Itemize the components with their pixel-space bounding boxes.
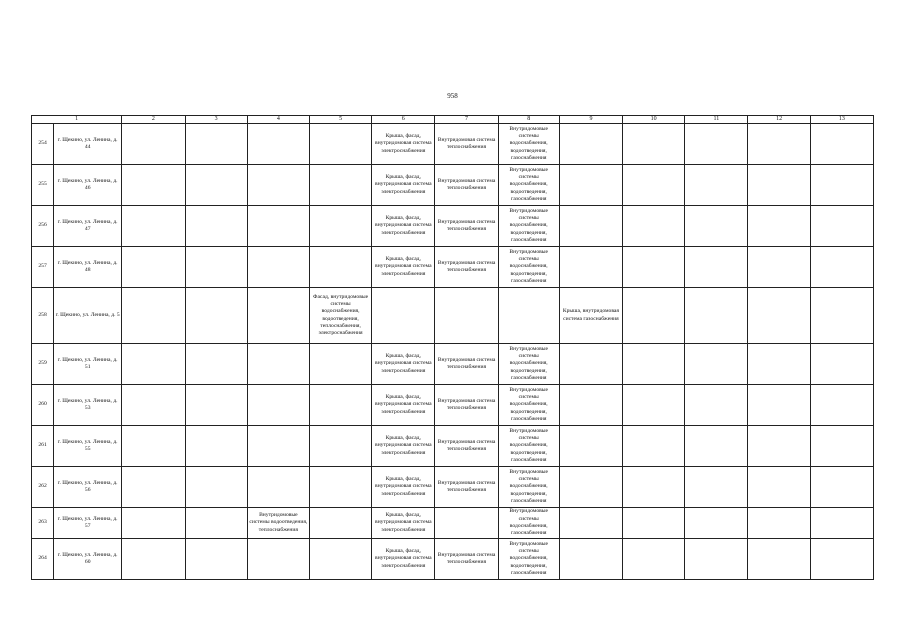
cell-col-2 (122, 247, 185, 288)
cell-col-9 (559, 344, 622, 385)
cell-text-address: г. Щекино, ул. Ленина, д. 47 (57, 218, 118, 232)
cell-row-number (32, 508, 54, 539)
cell-text-col-7: Внутридомовая система теплоснабжения (437, 259, 496, 273)
cell-text-row-number: 263 (38, 519, 47, 526)
cell-text-col-8: Внутридомовые системы водоснабжения, водоотведения, газоснабжения (509, 468, 549, 504)
cell-address (54, 539, 122, 580)
col-header-6: 6 (372, 116, 435, 124)
cell-col-8 (498, 247, 559, 288)
cell-col-5 (309, 385, 371, 426)
cell-col-3 (185, 247, 247, 288)
cell-col-11 (685, 206, 748, 247)
cell-text-address: г. Щекино, ул. Ленина, д. 56 (57, 479, 118, 493)
cell-col-11 (685, 385, 748, 426)
cell-col-13 (810, 288, 873, 344)
cell-text-address: г. Щекино, ул. Ленина, д. 48 (57, 259, 118, 273)
cell-col-7 (435, 426, 498, 467)
cell-col-12 (748, 539, 810, 580)
cell-text-address: г. Щекино, ул. Ленина, д. 57 (57, 515, 118, 529)
cell-col-2 (122, 426, 185, 467)
cell-text-col-8: Внутридомовые системы водоснабжения, водоотведения, газоснабжения (509, 427, 549, 463)
cell-text-address: г. Щекино, ул. Ленина, д. 46 (57, 177, 118, 191)
col-header-12: 12 (748, 116, 810, 124)
cell-col-10 (623, 247, 685, 288)
cell-col-13 (810, 206, 873, 247)
cell-col-2 (122, 165, 185, 206)
cell-address (54, 426, 122, 467)
cell-text-col-6: Крыша, фасад, внутридомовая система электроснабжения (375, 394, 432, 415)
cell-col-3 (185, 165, 247, 206)
cell-text-col-7: Внутридомовая система теплоснабжения (437, 479, 496, 493)
cell-col-3 (185, 467, 247, 508)
cell-col-9 (559, 206, 622, 247)
cell-text-row-number: 258 (38, 311, 47, 318)
table-row (32, 206, 874, 247)
cell-col-3 (185, 426, 247, 467)
cell-text-col-7: Внутридомовая система теплоснабжения (437, 356, 496, 370)
cell-address (54, 165, 122, 206)
cell-col-8 (498, 385, 559, 426)
table-row (32, 467, 874, 508)
col-header-11: 11 (685, 116, 748, 124)
cell-col-10 (623, 344, 685, 385)
cell-col-8 (498, 467, 559, 508)
col-header-1: 1 (32, 116, 122, 124)
cell-text-col-7: Внутридомовая система теплоснабжения (437, 177, 496, 191)
cell-text-address: г. Щекино, ул. Ленина, д. 60 (57, 551, 118, 565)
cell-col-11 (685, 344, 748, 385)
cell-text-row-number: 257 (38, 263, 47, 270)
cell-col-2 (122, 288, 185, 344)
cell-address (54, 206, 122, 247)
cell-text-address: г. Щекино, ул. Ленина, д. 5 (55, 311, 120, 318)
col-header-3: 3 (185, 116, 247, 124)
cell-text-col-8: Внутридомовые системы водоснабжения, водоотведения, газоснабжения (509, 207, 549, 243)
table-row (32, 247, 874, 288)
cell-col-6 (372, 288, 435, 344)
col-header-7: 7 (435, 116, 498, 124)
cell-col-13 (810, 539, 873, 580)
cell-text-col-6: Крыша, фасад, внутридомовая система электроснабжения (375, 174, 432, 195)
cell-address (54, 124, 122, 165)
cell-text-row-number: 255 (38, 181, 47, 188)
cell-col-13 (810, 165, 873, 206)
cell-text-col-8: Внутридомовые системы водоснабжения, водоотведения, газоснабжения (509, 166, 549, 202)
cell-col-10 (623, 539, 685, 580)
cell-row-number (32, 247, 54, 288)
cell-col-6 (372, 247, 435, 288)
cell-col-9 (559, 247, 622, 288)
capital-repair-table (31, 115, 874, 580)
cell-text-col-6: Крыша, фасад, внутридомовая система электроснабжения (375, 256, 432, 277)
cell-col-4 (247, 124, 309, 165)
col-header-8: 8 (498, 116, 559, 124)
cell-col-11 (685, 165, 748, 206)
cell-text-col-6: Крыша, фасад, внутридомовая система электроснабжения (375, 353, 432, 374)
cell-col-5 (309, 344, 371, 385)
cell-address (54, 288, 122, 344)
cell-row-number (32, 426, 54, 467)
cell-col-12 (748, 426, 810, 467)
cell-col-4 (247, 385, 309, 426)
cell-col-6 (372, 124, 435, 165)
cell-text-address: г. Щекино, ул. Ленина, д. 55 (57, 438, 118, 452)
cell-col-7 (435, 539, 498, 580)
cell-col-7 (435, 467, 498, 508)
cell-col-4 (247, 247, 309, 288)
cell-col-5 (309, 539, 371, 580)
cell-col-7 (435, 206, 498, 247)
col-header-4: 4 (247, 116, 309, 124)
cell-text-col-6: Крыша, фасад, внутридомовая система электроснабжения (375, 512, 432, 533)
cell-col-13 (810, 385, 873, 426)
cell-address (54, 247, 122, 288)
cell-text-row-number: 264 (38, 555, 47, 562)
cell-col-12 (748, 385, 810, 426)
cell-text-col-7: Внутридомовая система теплоснабжения (437, 438, 496, 452)
cell-address (54, 508, 122, 539)
cell-col-7 (435, 165, 498, 206)
cell-text-col-9: Крыша, внутридомовая система газоснабжения (562, 308, 619, 322)
cell-text-row-number: 254 (38, 140, 47, 147)
cell-col-12 (748, 288, 810, 344)
cell-col-8 (498, 206, 559, 247)
cell-col-6 (372, 344, 435, 385)
cell-col-4 (247, 426, 309, 467)
col-header-10: 10 (623, 116, 685, 124)
cell-text-col-7: Внутридомовая система теплоснабжения (437, 136, 496, 150)
cell-row-number (32, 344, 54, 385)
cell-text-col-8: Внутридомовые системы водоснабжения, водоотведения, газоснабжения (509, 386, 549, 422)
cell-row-number (32, 288, 54, 344)
cell-col-13 (810, 467, 873, 508)
cell-col-10 (623, 206, 685, 247)
cell-text-col-8: Внутридомовые системы водоснабжения, водоотведения, газоснабжения (509, 125, 549, 161)
col-header-13: 13 (810, 116, 873, 124)
cell-col-3 (185, 385, 247, 426)
cell-col-4 (247, 508, 309, 539)
cell-col-6 (372, 206, 435, 247)
cell-col-7 (435, 288, 498, 344)
cell-text-col-8: Внутридомовые системы водоснабжения, водоотведения, газоснабжения (509, 540, 549, 576)
cell-col-11 (685, 539, 748, 580)
cell-col-10 (623, 508, 685, 539)
cell-text-col-6: Крыша, фасад, внутридомовая система электроснабжения (375, 476, 432, 497)
cell-col-2 (122, 539, 185, 580)
cell-col-8 (498, 124, 559, 165)
cell-text-col-8: Внутридомовые системы водоснабжения, водоотведения, газоснабжения (509, 248, 549, 284)
cell-col-5 (309, 124, 371, 165)
cell-text-row-number: 260 (38, 401, 47, 408)
cell-col-10 (623, 165, 685, 206)
cell-col-5 (309, 247, 371, 288)
cell-col-3 (185, 288, 247, 344)
cell-col-7 (435, 247, 498, 288)
cell-col-5 (309, 206, 371, 247)
cell-col-11 (685, 247, 748, 288)
cell-col-4 (247, 288, 309, 344)
cell-text-col-8: Внутридомовые системы водоснабжения, газоснабжения (509, 508, 549, 537)
cell-col-2 (122, 206, 185, 247)
cell-col-8 (498, 344, 559, 385)
col-header-5: 5 (309, 116, 371, 124)
cell-col-8 (498, 165, 559, 206)
table-row (32, 539, 874, 580)
cell-col-12 (748, 508, 810, 539)
cell-text-col-8: Внутридомовые системы водоснабжения, водоотведения, газоснабжения (509, 345, 549, 381)
table-row (32, 344, 874, 385)
cell-text-address: г. Щекино, ул. Ленина, д. 51 (57, 356, 118, 370)
cell-col-3 (185, 206, 247, 247)
cell-text-col-6: Крыша, фасад, внутридомовая система электроснабжения (375, 215, 432, 236)
cell-col-3 (185, 539, 247, 580)
cell-address (54, 344, 122, 385)
cell-col-2 (122, 508, 185, 539)
cell-row-number (32, 539, 54, 580)
cell-col-13 (810, 247, 873, 288)
cell-col-6 (372, 426, 435, 467)
cell-col-6 (372, 467, 435, 508)
cell-col-9 (559, 426, 622, 467)
table-row (32, 508, 874, 539)
cell-text-col-7: Внутридомовая система теплоснабжения (437, 397, 496, 411)
cell-col-9 (559, 165, 622, 206)
cell-col-7 (435, 344, 498, 385)
cell-col-12 (748, 247, 810, 288)
cell-col-3 (185, 508, 247, 539)
cell-text-col-5: Фасад, внутридомовые системы водоснабжения, водоотведения, теплоснабжения, электроснабжения (313, 293, 369, 337)
column-number-row (32, 116, 874, 124)
cell-col-11 (685, 426, 748, 467)
cell-col-4 (247, 206, 309, 247)
cell-col-2 (122, 385, 185, 426)
cell-col-2 (122, 124, 185, 165)
cell-col-9 (559, 467, 622, 508)
cell-col-11 (685, 288, 748, 344)
cell-col-11 (685, 508, 748, 539)
cell-text-col-7: Внутридомовая система теплоснабжения (437, 551, 496, 565)
cell-col-10 (623, 124, 685, 165)
cell-text-col-7: Внутридомовая система теплоснабжения (437, 218, 496, 232)
cell-col-11 (685, 124, 748, 165)
cell-col-8 (498, 539, 559, 580)
cell-col-5 (309, 508, 371, 539)
cell-col-10 (623, 467, 685, 508)
cell-col-10 (623, 385, 685, 426)
cell-col-6 (372, 165, 435, 206)
cell-row-number (32, 206, 54, 247)
cell-col-10 (623, 288, 685, 344)
cell-col-7 (435, 385, 498, 426)
cell-col-12 (748, 165, 810, 206)
cell-col-6 (372, 508, 435, 539)
cell-col-3 (185, 344, 247, 385)
cell-col-5 (309, 467, 371, 508)
cell-col-13 (810, 124, 873, 165)
cell-row-number (32, 165, 54, 206)
cell-col-9 (559, 385, 622, 426)
table-row (32, 426, 874, 467)
cell-text-row-number: 259 (38, 360, 47, 367)
cell-col-13 (810, 508, 873, 539)
cell-text-row-number: 261 (38, 442, 47, 449)
cell-address (54, 467, 122, 508)
cell-col-2 (122, 344, 185, 385)
cell-col-7 (435, 124, 498, 165)
table-row (32, 165, 874, 206)
col-header-9: 9 (559, 116, 622, 124)
cell-col-9 (559, 124, 622, 165)
table-row (32, 385, 874, 426)
cell-text-row-number: 256 (38, 222, 47, 229)
cell-col-12 (748, 124, 810, 165)
cell-address (54, 385, 122, 426)
cell-row-number (32, 124, 54, 165)
col-header-2: 2 (122, 116, 185, 124)
cell-col-4 (247, 165, 309, 206)
cell-col-4 (247, 467, 309, 508)
cell-col-7 (435, 508, 498, 539)
cell-col-6 (372, 385, 435, 426)
cell-col-2 (122, 467, 185, 508)
cell-text-col-4: Внутридомовые системы водоотведения, теплоснабжения (249, 512, 308, 533)
cell-col-8 (498, 508, 559, 539)
cell-col-9 (559, 508, 622, 539)
cell-col-9 (559, 539, 622, 580)
cell-text-address: г. Щекино, ул. Ленина, д. 44 (57, 136, 118, 150)
cell-col-4 (247, 539, 309, 580)
cell-text-col-6: Крыша, фасад, внутридомовая система электроснабжения (375, 133, 432, 154)
cell-text-col-6: Крыша, фасад, внутридомовая система электроснабжения (375, 435, 432, 456)
cell-text-row-number: 262 (38, 483, 47, 490)
cell-col-12 (748, 344, 810, 385)
page-number: 958 (447, 92, 458, 100)
table-row (32, 124, 874, 165)
cell-col-11 (685, 467, 748, 508)
cell-row-number (32, 385, 54, 426)
table-row (32, 288, 874, 344)
cell-col-5 (309, 426, 371, 467)
cell-col-6 (372, 539, 435, 580)
cell-col-8 (498, 288, 559, 344)
cell-col-13 (810, 426, 873, 467)
cell-col-8 (498, 426, 559, 467)
cell-text-col-6: Крыша, фасад, внутридомовая система электроснабжения (375, 548, 432, 569)
cell-col-5 (309, 288, 371, 344)
cell-col-13 (810, 344, 873, 385)
cell-text-address: г. Щекино, ул. Ленина, д. 53 (57, 397, 118, 411)
cell-col-9 (559, 288, 622, 344)
cell-col-4 (247, 344, 309, 385)
cell-col-12 (748, 467, 810, 508)
cell-col-10 (623, 426, 685, 467)
cell-row-number (32, 467, 54, 508)
cell-col-5 (309, 165, 371, 206)
cell-col-12 (748, 206, 810, 247)
cell-col-3 (185, 124, 247, 165)
